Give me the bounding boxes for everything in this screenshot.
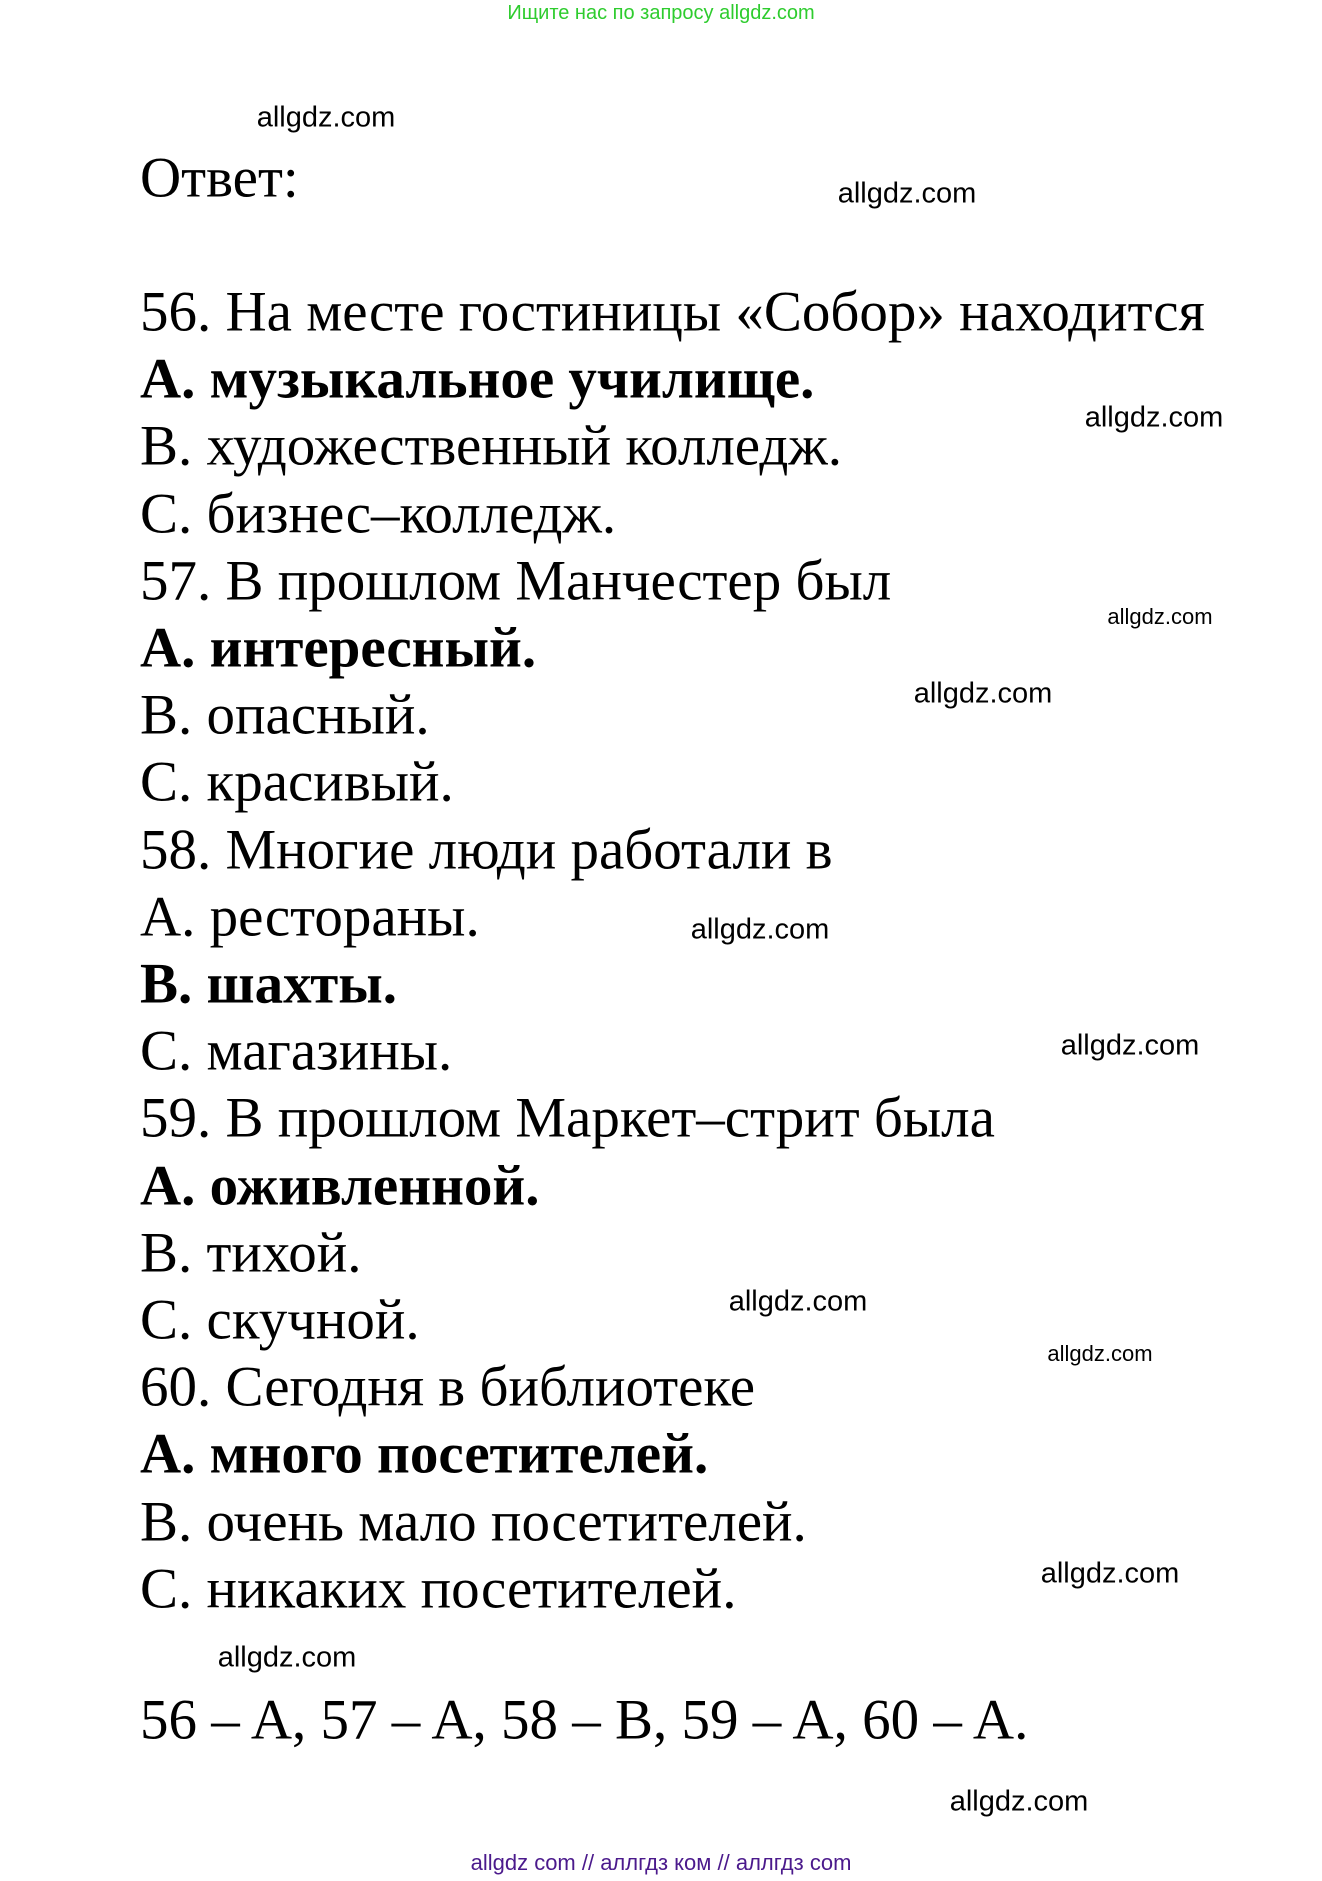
correct-option: A. музыкальное училище. xyxy=(140,347,815,411)
question-text: 58. Многие люди работали в xyxy=(140,818,833,882)
option-text: B. опасный. xyxy=(140,683,430,747)
answer-heading: Ответ: xyxy=(140,146,299,210)
option-text: C. никаких посетителей. xyxy=(140,1557,737,1621)
watermark: allgdz.com xyxy=(1040,1557,1180,1590)
watermark: allgdz.com xyxy=(690,913,830,946)
option-text: B. художественный колледж. xyxy=(140,414,842,478)
question-text: 59. В прошлом Маркет–стрит была xyxy=(140,1086,995,1150)
watermark: allgdz.com xyxy=(949,1785,1089,1818)
correct-option: A. интересный. xyxy=(140,616,537,680)
watermark: allgdz.com xyxy=(1107,604,1213,629)
watermark: allgdz.com xyxy=(1084,401,1224,434)
watermark: allgdz.com xyxy=(913,677,1053,710)
search-banner[interactable]: Ищите нас по запросу allgdz.com xyxy=(507,2,815,24)
question-text: 57. В прошлом Манчестер был xyxy=(140,549,892,613)
watermark: allgdz.com xyxy=(256,101,396,134)
correct-option: A. оживленной. xyxy=(140,1154,540,1218)
option-text: B. очень мало посетителей. xyxy=(140,1490,807,1554)
watermark: allgdz.com xyxy=(217,1641,357,1674)
answer-summary: 56 – A, 57 – A, 58 – B, 59 – A, 60 – A. xyxy=(140,1688,1029,1752)
correct-option: A. много посетителей. xyxy=(140,1422,709,1486)
option-text: C. скучной. xyxy=(140,1288,420,1352)
watermark: allgdz.com xyxy=(728,1285,868,1318)
footer-links[interactable]: allgdz com // аллгдз ком // аллгдз com xyxy=(470,1850,852,1875)
correct-option: B. шахты. xyxy=(140,952,397,1016)
watermark: allgdz.com xyxy=(837,177,977,210)
option-text: C. красивый. xyxy=(140,750,454,814)
watermark: allgdz.com xyxy=(1060,1029,1200,1062)
option-text: B. тихой. xyxy=(140,1221,362,1285)
question-text: 60. Сегодня в библиотеке xyxy=(140,1355,756,1419)
option-text: C. бизнес–колледж. xyxy=(140,482,617,546)
option-text: A. рестораны. xyxy=(140,885,480,949)
question-text: 56. На месте гостиницы «Собор» находится xyxy=(140,280,1205,344)
watermark: allgdz.com xyxy=(1047,1341,1153,1366)
option-text: C. магазины. xyxy=(140,1019,453,1083)
